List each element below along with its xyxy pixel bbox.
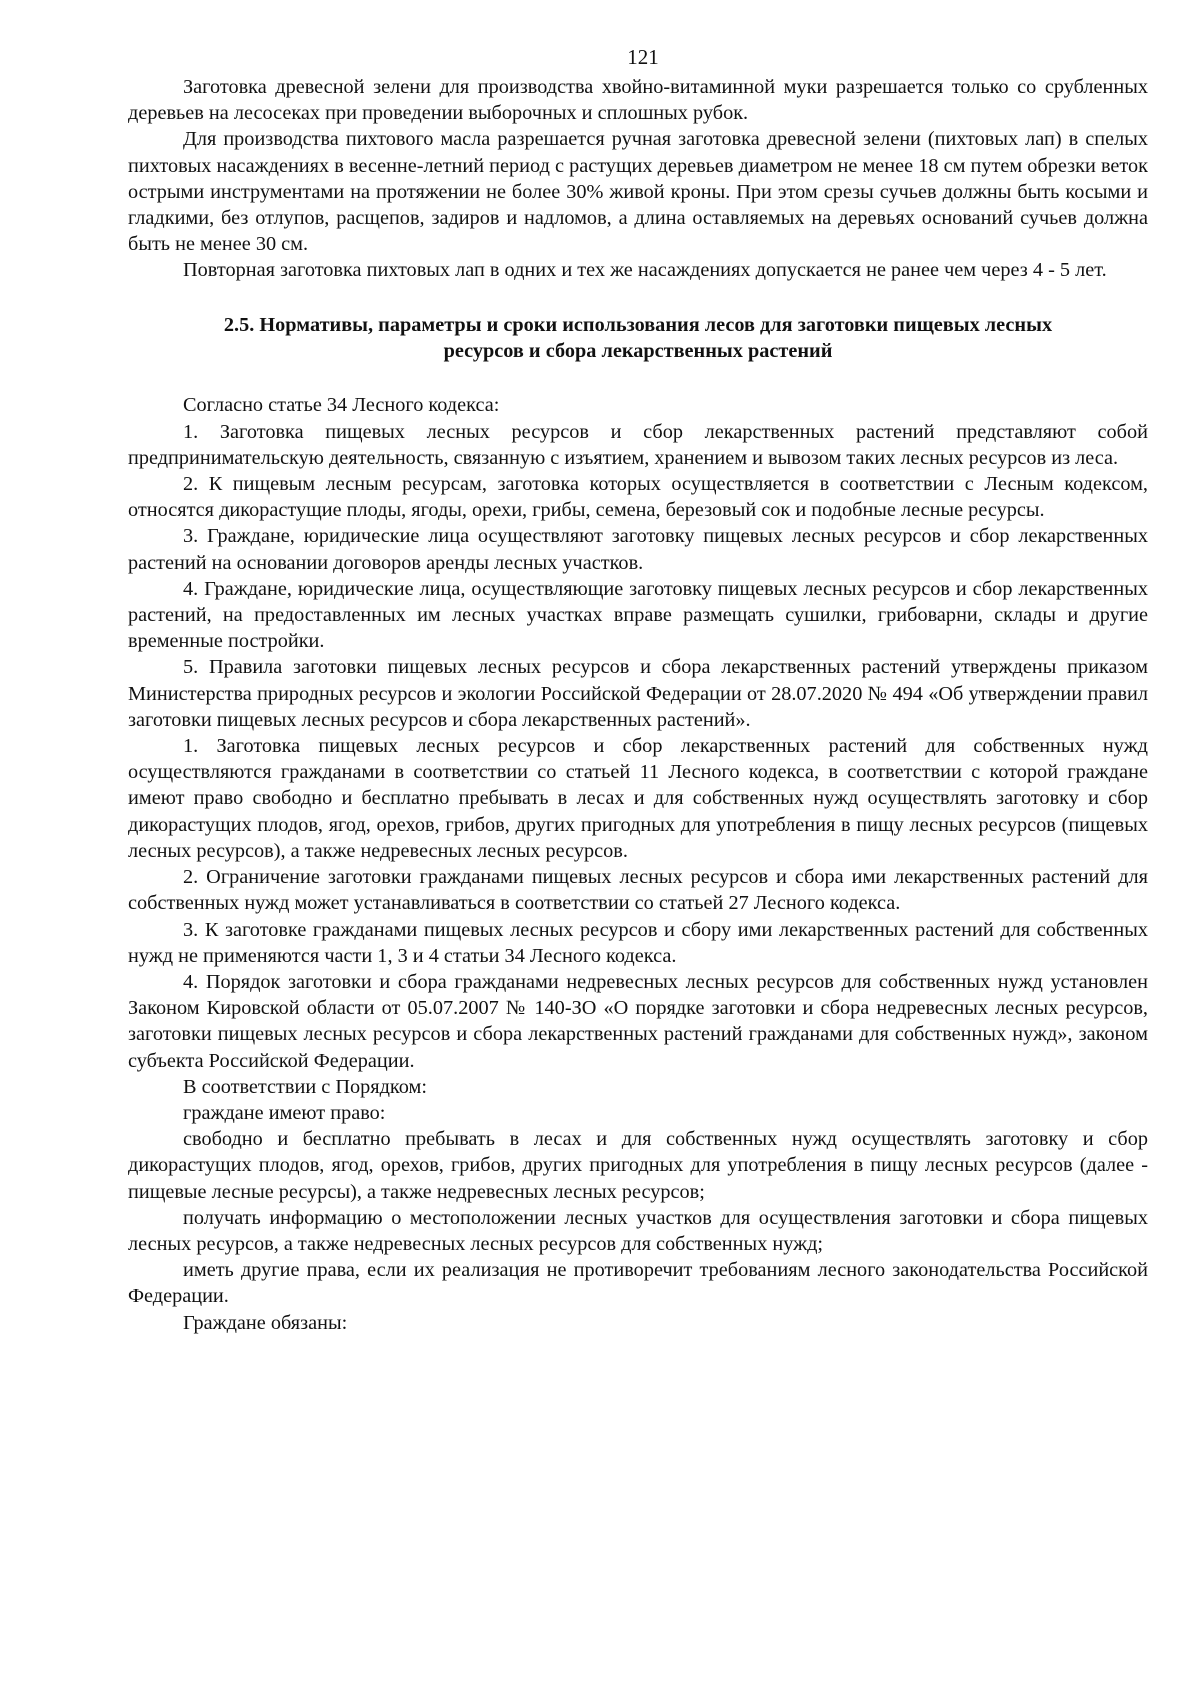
paragraph-rights-intro: граждане имеют право: (183, 1101, 386, 1124)
paragraph-intro-2: Для производства пихтового масла разрешается ручная заготовка древесной зелени (пихтовых лап) в спелых пихтовых насаждениях в весенне-летний период с растущих деревьев диаметром не менее 18 см путем обрезки веток острыми инструментами на протяжении не более 30% живой кроны. При этом срезы сучьев должны быть косыми и гладкими, без отлупов, расщепов, задиров и надломов, а длина оставляемых на деревьях оснований сучьев должна быть не менее 30 см. (128, 128, 1148, 256)
paragraph-right: получать информацию о местоположении лесных участков для осуществления заготовки и сбора пищевых лесных ресурсов, а также недревесных лесных ресурсов для собственных нужд; (128, 1206, 1148, 1255)
paragraph-right: иметь другие права, если их реализация не противоречит требованиям лесного законодательства Российской Федерации. (128, 1259, 1148, 1308)
section-heading-line-2: ресурсов и сбора лекарственных растений (443, 340, 833, 363)
paragraph-item: 5. Правила заготовки пищевых лесных ресурсов и сбора лекарственных растений утверждены приказом Министерства природных ресурсов и экологии Российской Федерации от 28.07.2020 № 494 «Об утверждении правил заготовки пищевых лесных ресурсов и сбора лекарственных растений». (128, 656, 1148, 731)
section-heading (128, 312, 1148, 365)
paragraph-item: 4. Граждане, юридические лица, осуществляющие заготовку пищевых лесных ресурсов и сбор лекарственных растений, на предоставленных им лесных участках вправе размещать сушилки, грибоварни, склады и другие временные постройки. (128, 577, 1148, 653)
paragraph-item: 4. Порядок заготовки и сбора гражданами недревесных лесных ресурсов для собственных нужд установлен Законом Кировской области от 05.07.2007 № 140-ЗО «О порядке заготовки и сбора недревесных лесных ресурсов, заготовки пищевых лесных ресурсов и сбора лекарственных растений гражданами для собственных нужд», законом субъекта Российской Федерации. (128, 970, 1148, 1072)
paragraph-procedure-intro: В соответствии с Порядком: (183, 1075, 427, 1098)
paragraph-item: 1. Заготовка пищевых лесных ресурсов и сбор лекарственных растений для собственных нужд осуществляются гражданами в соответствии со статьей 11 Лесного кодекса, в соответствии с которой граждане имеют право свободно и бесплатно пребывать в лесах и для собственных нужд осуществлять заготовку и сбор дикорастущих плодов, ягод, орехов, грибов, других пригодных для употребления в пищу лесных ресурсов (пищевых лесных ресурсов), а также недревесных лесных ресурсов. (128, 735, 1148, 862)
document-page (128, 44, 1148, 1336)
paragraph-item: 1. Заготовка пищевых лесных ресурсов и сбор лекарственных растений представляют собой предпринимательскую деятельность, связанную с изъятием, хранением и вывозом таких лесных ресурсов из леса. (128, 420, 1148, 469)
paragraph-item: 2. К пищевым лесным ресурсам, заготовка которых осуществляется в соответствии с Лесным кодексом, относятся дикорастущие плоды, ягоды, орехи, грибы, семена, березовый сок и подобные лесные ресурсы. (128, 473, 1148, 522)
paragraph-obligations-intro: Граждане обязаны: (183, 1311, 348, 1334)
paragraph-item: 2. Ограничение заготовки гражданами пищевых лесных ресурсов и сбора ими лекарственных растений для собственных нужд может устанавливаться в соответствии со статьей 27 Лесного кодекса. (128, 866, 1148, 915)
paragraph-article-ref: Согласно статье 34 Лесного кодекса: (183, 394, 500, 417)
paragraph-intro-3: Повторная заготовка пихтовых лап в одних и тех же насаждениях допускается не ранее чем через 4 - 5 лет. (183, 259, 1107, 282)
section-heading-line-1: 2.5. Нормативы, параметры и сроки использования лесов для заготовки пищевых лесных (223, 313, 1053, 336)
paragraph-right: свободно и бесплатно пребывать в лесах и для собственных нужд осуществлять заготовку и сбор дикорастущих плодов, ягод, орехов, грибов, других пригодных для употребления в пищу лесных ресурсов (далее - пищевые лесные ресурсы), а также недревесных лесных ресурсов; (128, 1128, 1148, 1203)
paragraph-item: 3. К заготовке гражданами пищевых лесных ресурсов и сбору ими лекарственных растений для собственных нужд не применяются части 1, 3 и 4 статьи 34 Лесного кодекса. (128, 918, 1148, 967)
paragraph-item: 3. Граждане, юридические лица осуществляют заготовку пищевых лесных ресурсов и сбор лекарственных растений на основании договоров аренды лесных участков. (128, 525, 1148, 574)
paragraph-intro-1: Заготовка древесной зелени для производства хвойно-витаминной муки разрешается только со срубленных деревьев на лесосеках при проведении выборочных и сплошных рубок. (128, 76, 1148, 125)
page-number: 121 (627, 45, 659, 69)
